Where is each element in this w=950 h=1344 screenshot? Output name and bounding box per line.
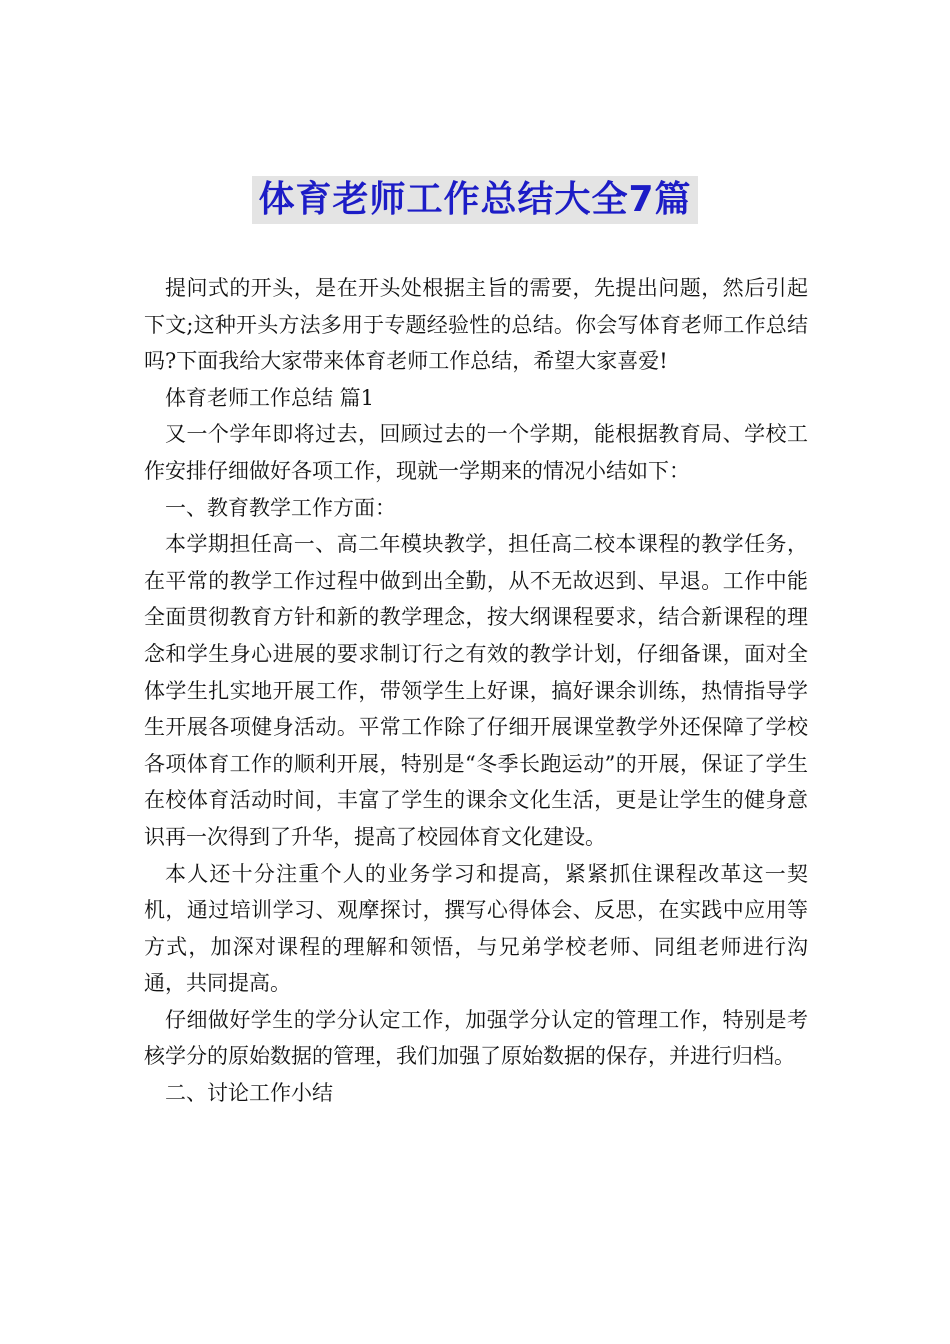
document-body (144, 270, 808, 1112)
paragraph-professional-study: 本人还十分注重个人的业务学习和提高，紧紧抓住课程改革这一契机，通过培训学习、观摩探讨，撰写心得体会、反思，在实践中应用等方式，加深对课程的理解和领悟，与兄弟学校老师、同组老师进行沟通，共同提高。 (144, 861, 808, 996)
paragraph-heading-research: 二、讨论工作小结 (165, 1081, 333, 1106)
paragraph-credit-work: 仔细做好学生的学分认定工作，加强学分认定的管理工作，特别是考核学分的原始数据的管理，我们加强了原始数据的保存，并进行归档。 (144, 1007, 808, 1069)
document-title: 体育老师工作总结大全7篇 (252, 176, 697, 224)
title-container (0, 176, 950, 224)
paragraph-teaching-work: 本学期担任高一、高二年模块教学，担任高二校本课程的教学任务，在平常的教学工作过程中做到出全勤，从不无故迟到、早退。工作中能全面贯彻教育方针和新的教学理念，按大纲课程要求，结合新课程的理念和学生身心进展的要求制订行之有效的教学计划，仔细备课，面对全体学生扎实地开展工作，带领学生上好课，搞好课余训练，热情指导学生开展各项健身活动。平常工作除了仔细开展课堂教学外还保障了学校各项体育工作的顺利开展，特别是“冬季长跑运动”的开展，保证了学生在校体育活动时间，丰富了学生的课余文化生活，更是让学生的健身意识再一次得到了升华，提高了校园体育文化建设。 (144, 532, 808, 849)
paragraph-intro: 提问式的开头，是在开头处根据主旨的需要，先提出问题，然后引起下文;这种开头方法多用于专题经验性的总结。你会写体育老师工作总结吗?下面我给大家带来体育老师工作总结，希望大家喜爱! (144, 276, 808, 374)
paragraph-heading-teaching: 一、教育教学工作方面： (165, 495, 396, 520)
paragraph-section-heading: 体育老师工作总结 篇1 (165, 385, 375, 410)
paragraph-opening: 又一个学年即将过去，回顾过去的一个学期，能根据教育局、学校工作安排仔细做好各项工作，现就一学期来的情况小结如下： (144, 422, 808, 483)
